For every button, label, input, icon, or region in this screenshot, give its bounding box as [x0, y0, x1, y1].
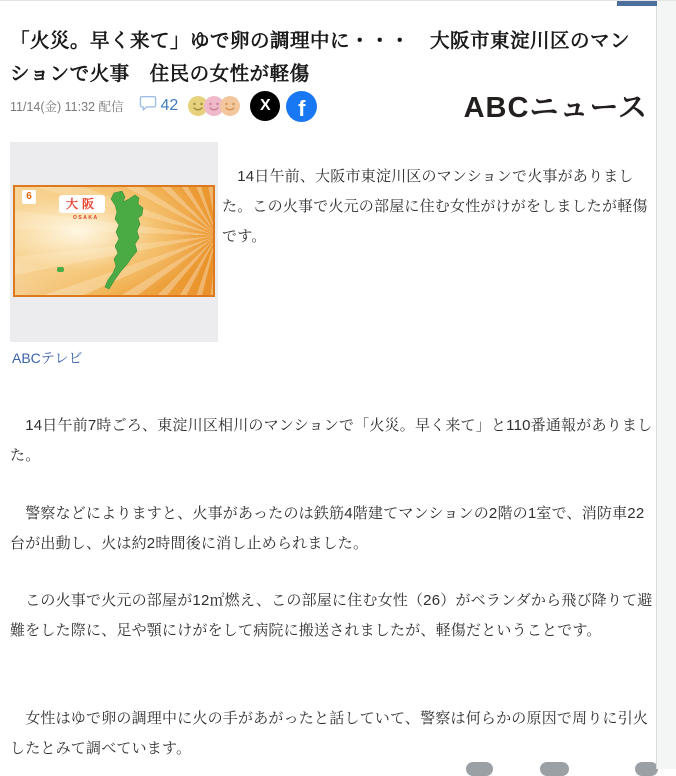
share-x-button[interactable] [250, 91, 280, 121]
reaction-count-badge[interactable] [466, 762, 493, 776]
map-title-label: 大阪 [59, 195, 105, 213]
image-credit-link[interactable]: ABCテレビ [12, 350, 83, 366]
article-paragraph: 14日午前、大阪市東淀川区のマンションで火事がありました。この火事で火元の部屋に住む女性がけがをしましたが軽傷です。 [222, 168, 648, 245]
reaction-count-badge[interactable] [635, 762, 658, 776]
right-panel-edge [656, 1, 676, 769]
comment-bubble-icon [139, 95, 157, 117]
article-paragraph: 14日午前7時ごろ、東淀川区相川のマンションで「火災。早く来て」と110番通報がありました。 [10, 417, 653, 464]
reaction-smile-orange-icon [220, 96, 240, 116]
share-facebook-button[interactable] [286, 91, 317, 122]
facebook-logo-icon: f [298, 96, 306, 121]
article-image-osaka-map[interactable] [13, 185, 215, 297]
page-title: 「火災。早く来て」ゆで卵の調理中に・・・ 大阪市東淀川区のマンションで火事 住民の女性が軽傷 [10, 30, 631, 86]
article-paragraph: この火事で火元の部屋が12㎡燃え、この部屋に住む女性（26）がベランダから飛び降りて避難をした際に、足や顎にけがをして病院に搬送されましたが、軽傷だということです。 [10, 592, 653, 639]
publisher-logo[interactable]: ABCニュース [463, 92, 648, 124]
comment-count-button[interactable] [139, 95, 178, 117]
comment-count: 42 [160, 97, 179, 114]
reaction-summary-button[interactable] [188, 96, 240, 116]
article-figure [10, 142, 218, 342]
article-paragraph: 女性はゆで卵の調理中に火の手があがったと話していて、警察は何らかの原因で周りに引火したとみて調べています。 [10, 710, 649, 757]
article-meta-row [10, 88, 317, 124]
map-island-icon [57, 267, 64, 272]
scroll-indicator-bar [617, 1, 657, 6]
channel-6-badge: 6 [22, 190, 36, 204]
article-paragraph: 警察などによりますと、火事があったのは鉄筋4階建てマンションの2階の1室で、消防車22台が出動し、火は約2時間後に消し止められました。 [10, 505, 645, 552]
reaction-count-badge[interactable] [540, 762, 569, 776]
x-logo-icon: X [259, 97, 271, 114]
publish-date: 11/14(金) 11:32 配信 [10, 100, 124, 114]
osaka-prefecture-map-icon [101, 191, 153, 293]
map-subtitle-label: OSAKA [73, 215, 99, 221]
